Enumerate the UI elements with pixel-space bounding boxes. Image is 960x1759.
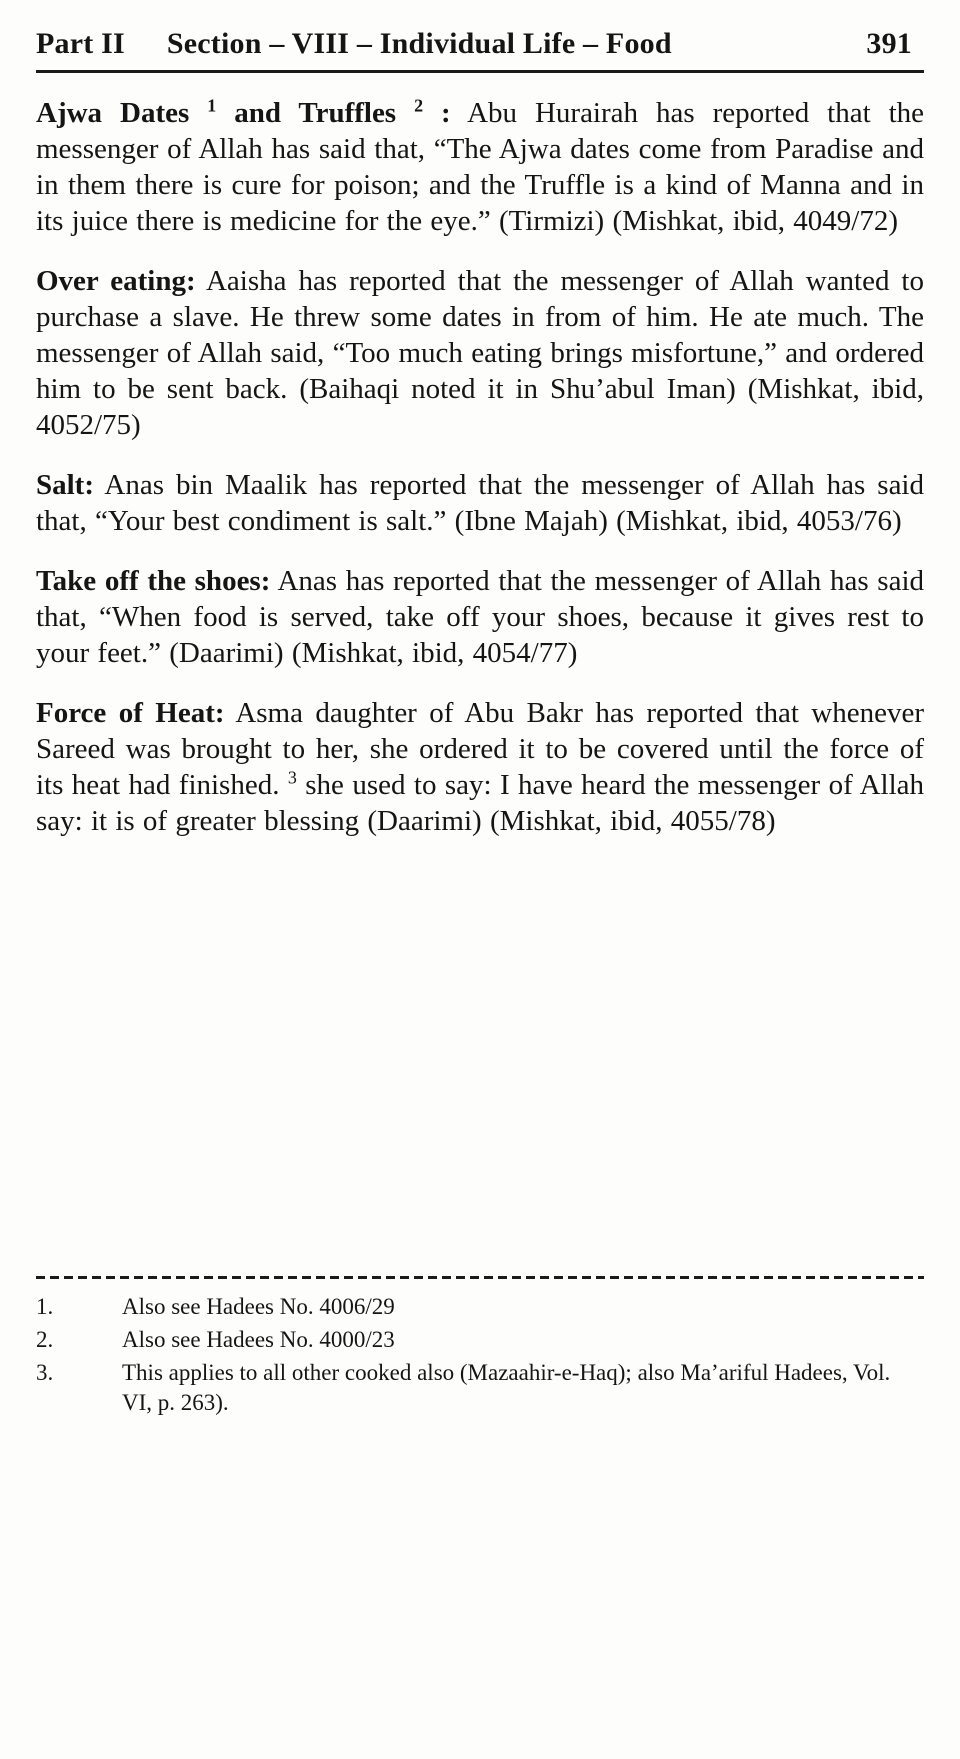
paragraph-lead: Force of Heat: — [36, 697, 225, 729]
footnote-ref-3: 3 — [287, 767, 297, 788]
footnote-block — [36, 1276, 924, 1421]
page-header — [36, 25, 924, 63]
footnotes — [36, 1292, 924, 1418]
paragraph-ajwa-dates — [36, 95, 924, 239]
footnote-text: Also see Hadees No. 4000/23 — [122, 1327, 395, 1352]
paragraph-lead: Ajwa Dates — [36, 97, 190, 129]
footnote-number: 2. — [36, 1327, 54, 1352]
paragraph-lead: and Truffles — [234, 97, 397, 129]
footnote-item — [36, 1292, 924, 1322]
paragraph-lead: Salt: — [36, 469, 94, 501]
paragraph-text: Anas has reported that the messenger of Allah has said that, “When food is served, take off your shoes, because it gives rest to your feet.” (Daarimi) (Mishkat, ibid, 4054/77) — [36, 565, 925, 669]
paragraph-text: she used to say: I have heard the messenger of Allah say: it is of greater blessing (Daarimi) (Mishkat, ibid, 4055/78) — [36, 769, 924, 837]
paragraph-lead-colon: : — [441, 97, 451, 129]
footnote-ref-1: 1 — [207, 95, 217, 116]
paragraph-force-of-heat — [36, 695, 924, 839]
paragraph-text: Asma daughter of Abu Bakr has reported that whenever Sareed was brought to her, she ordered it to be covered until the force of its heat had finished. — [36, 697, 924, 801]
footnote-number: 1. — [36, 1294, 54, 1319]
paragraph-lead: Take off the shoes: — [36, 565, 271, 597]
header-rule — [36, 70, 924, 73]
paragraph-lead: Over eating: — [36, 265, 196, 297]
footnote-separator — [36, 1276, 924, 1279]
footnote-number: 3. — [36, 1360, 54, 1385]
paragraph-salt — [36, 467, 924, 539]
paragraph-text: Anas bin Maalik has reported that the messenger of Allah has said that, “Your best condiment is salt.” (Ibne Majah) (Mishkat, ibid, 4053/76) — [36, 469, 924, 537]
paragraph-take-off-shoes — [36, 563, 924, 671]
header-page-number: 391 — [866, 27, 912, 60]
paragraph-text: Aaisha has reported that the messenger of Allah wanted to purchase a slave. He threw some dates in from of him. He ate much. The messenger of Allah said, “Too much eating brings misfortune,” and ordered him to be sent back. (Baihaqi noted it in Shu’abul Iman) (Mishkat, ibid, 4052/75) — [36, 265, 924, 441]
header-section-title: Section – VIII – Individual Life – Food — [166, 27, 672, 60]
footnote-ref-2: 2 — [414, 95, 424, 116]
header-part-label: Part II — [36, 27, 125, 60]
footnote-text: Also see Hadees No. 4006/29 — [122, 1294, 395, 1319]
footnote-item — [36, 1358, 924, 1418]
paragraph-text: Abu Hurairah has reported that the messenger of Allah has said that, “The Ajwa dates come from Paradise and in them there is cure for poison; and the Truffle is a kind of Manna and in its juice there is medicine for the eye.” (Tirmizi) (Mishkat, ibid, 4049/72) — [36, 97, 925, 237]
page-body — [36, 95, 924, 839]
footnote-item — [36, 1325, 924, 1355]
footnote-text: This applies to all other cooked also (Mazaahir-e-Haq); also Ma’ariful Hadees, Vol. VI, p. 263). — [122, 1360, 891, 1415]
paragraph-over-eating — [36, 263, 924, 443]
